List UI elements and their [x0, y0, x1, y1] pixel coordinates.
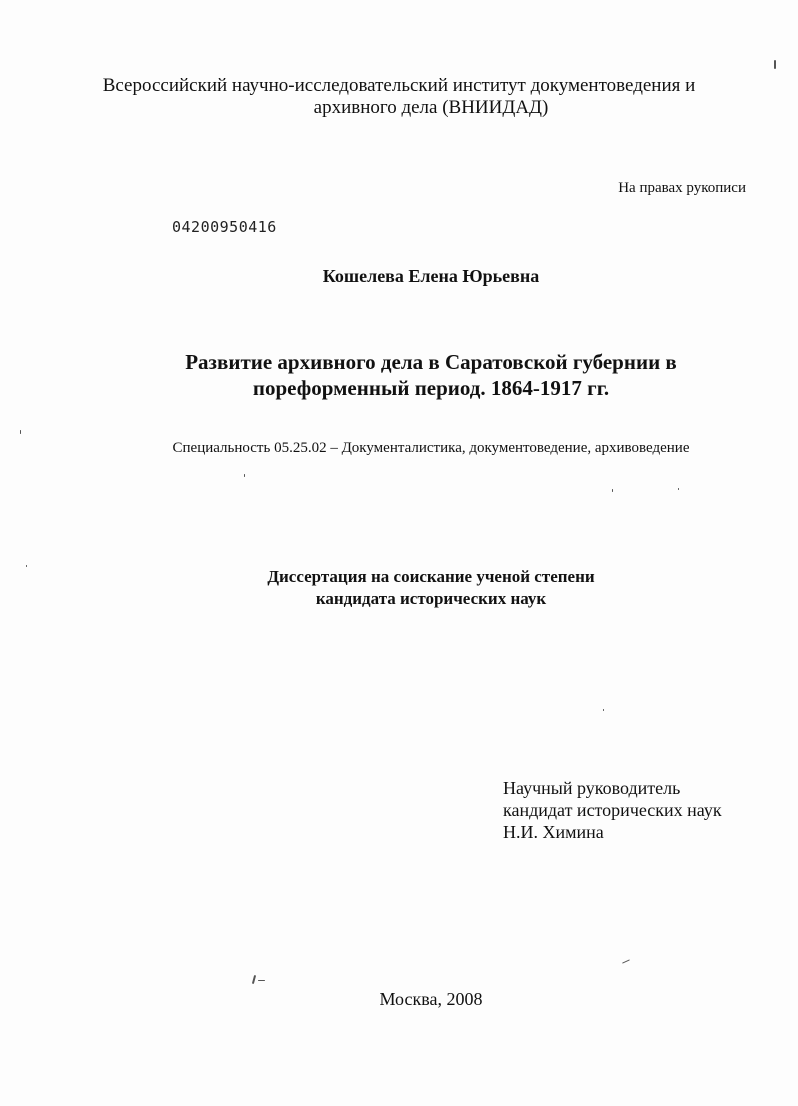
scan-speck: [20, 430, 21, 434]
scan-speck: [622, 959, 630, 963]
scan-mark: [258, 980, 265, 981]
dissertation-title-line-1: Развитие архивного дела в Саратовской губернии в: [185, 350, 677, 374]
institute-name-line-1: Всероссийский научно-исследовательский институт документоведения и: [102, 75, 696, 96]
scan-speck: [774, 60, 776, 69]
supervisor-name: Н.И. Химина: [503, 822, 604, 842]
scan-mark: [252, 975, 256, 984]
supervisor-degree: кандидат исторических наук: [503, 800, 722, 820]
specialty-line: Специальность 05.25.02 – Документалистика, документоведение, архивоведение: [172, 440, 690, 456]
dissertation-title-line-2: пореформенный период. 1864-1917 гг.: [252, 376, 610, 400]
rights-note: На правах рукописи: [618, 180, 746, 196]
document-number: 04200950416: [172, 218, 277, 236]
degree-line-2: кандидата исторических наук: [315, 589, 547, 608]
scan-speck: [244, 474, 245, 477]
scan-speck: [678, 488, 679, 490]
city-year: Москва, 2008: [379, 989, 483, 1009]
scan-speck: [612, 489, 613, 492]
scan-speck: [603, 709, 604, 711]
degree-line-1: Диссертация на соискание ученой степени: [267, 567, 595, 586]
scan-speck: [26, 565, 27, 567]
author-name: Кошелева Елена Юрьевна: [322, 266, 540, 286]
institute-name-line-2: архивного дела (ВНИИДАД): [313, 97, 549, 118]
supervisor-label: Научный руководитель: [503, 778, 681, 798]
